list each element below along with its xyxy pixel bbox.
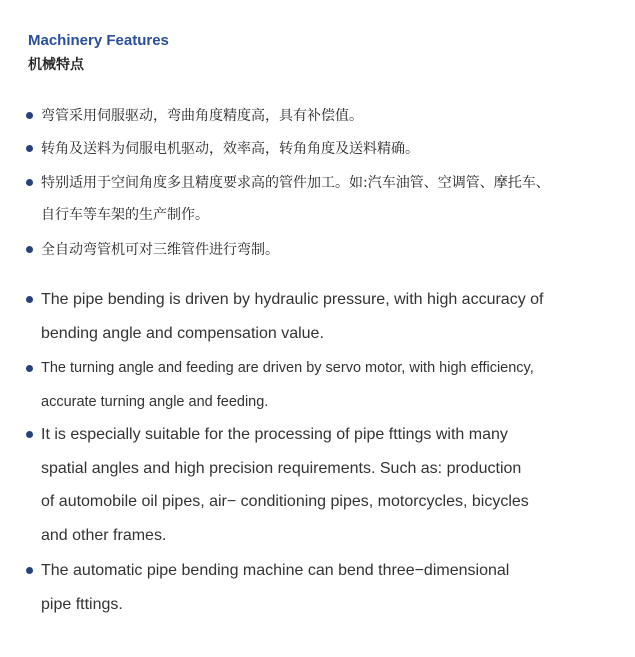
section-title-en: Machinery Features xyxy=(28,32,169,49)
list-item-text: bending angle and compensation value. xyxy=(41,324,324,342)
bullet-icon xyxy=(26,112,33,119)
list-item-text: of automobile oil pipes, air− conditioning pipes, motorcycles, bicycles xyxy=(41,493,529,510)
bullet-icon xyxy=(26,567,33,574)
list-item-text: The pipe bending is driven by hydraulic pressure, with high accuracy of xyxy=(41,291,544,308)
list-item-text: 自行车等车架的生产制作。 xyxy=(41,207,209,223)
bullet-icon xyxy=(26,431,33,438)
list-item-text: It is especially suitable for the processing of pipe fttings with many xyxy=(41,426,508,443)
section-title-zh: 机械特点 xyxy=(28,57,84,73)
list-item-text: 弯管采用伺服驱动，弯曲角度精度高，具有补偿值。 xyxy=(41,108,363,124)
list-item-text: pipe fttings. xyxy=(41,595,123,613)
bullet-icon xyxy=(26,145,33,152)
list-item-text: spatial angles and high precision requirements. Such as: production xyxy=(41,459,522,477)
bullet-icon xyxy=(26,365,33,372)
list-item-text: The turning angle and feeding are driven by servo motor, with high efficiency, xyxy=(41,360,534,376)
bullet-icon xyxy=(26,246,33,253)
bullet-icon xyxy=(26,296,33,303)
list-item-text: The automatic pipe bending machine can bend three−dimensional xyxy=(41,562,510,579)
list-item-text: accurate turning angle and feeding. xyxy=(41,393,269,410)
list-item-text: 全自动弯管机可对三维管件进行弯制。 xyxy=(41,242,279,258)
list-item-text: 特别适用于空间角度多且精度要求高的管件加工。如:汽车油管、空调管、摩托车、 xyxy=(41,175,550,191)
list-item-text: 转角及送料为伺服电机驱动，效率高，转角角度及送料精确。 xyxy=(41,141,419,157)
list-item-text: and other frames. xyxy=(41,526,167,544)
bullet-icon xyxy=(26,179,33,186)
